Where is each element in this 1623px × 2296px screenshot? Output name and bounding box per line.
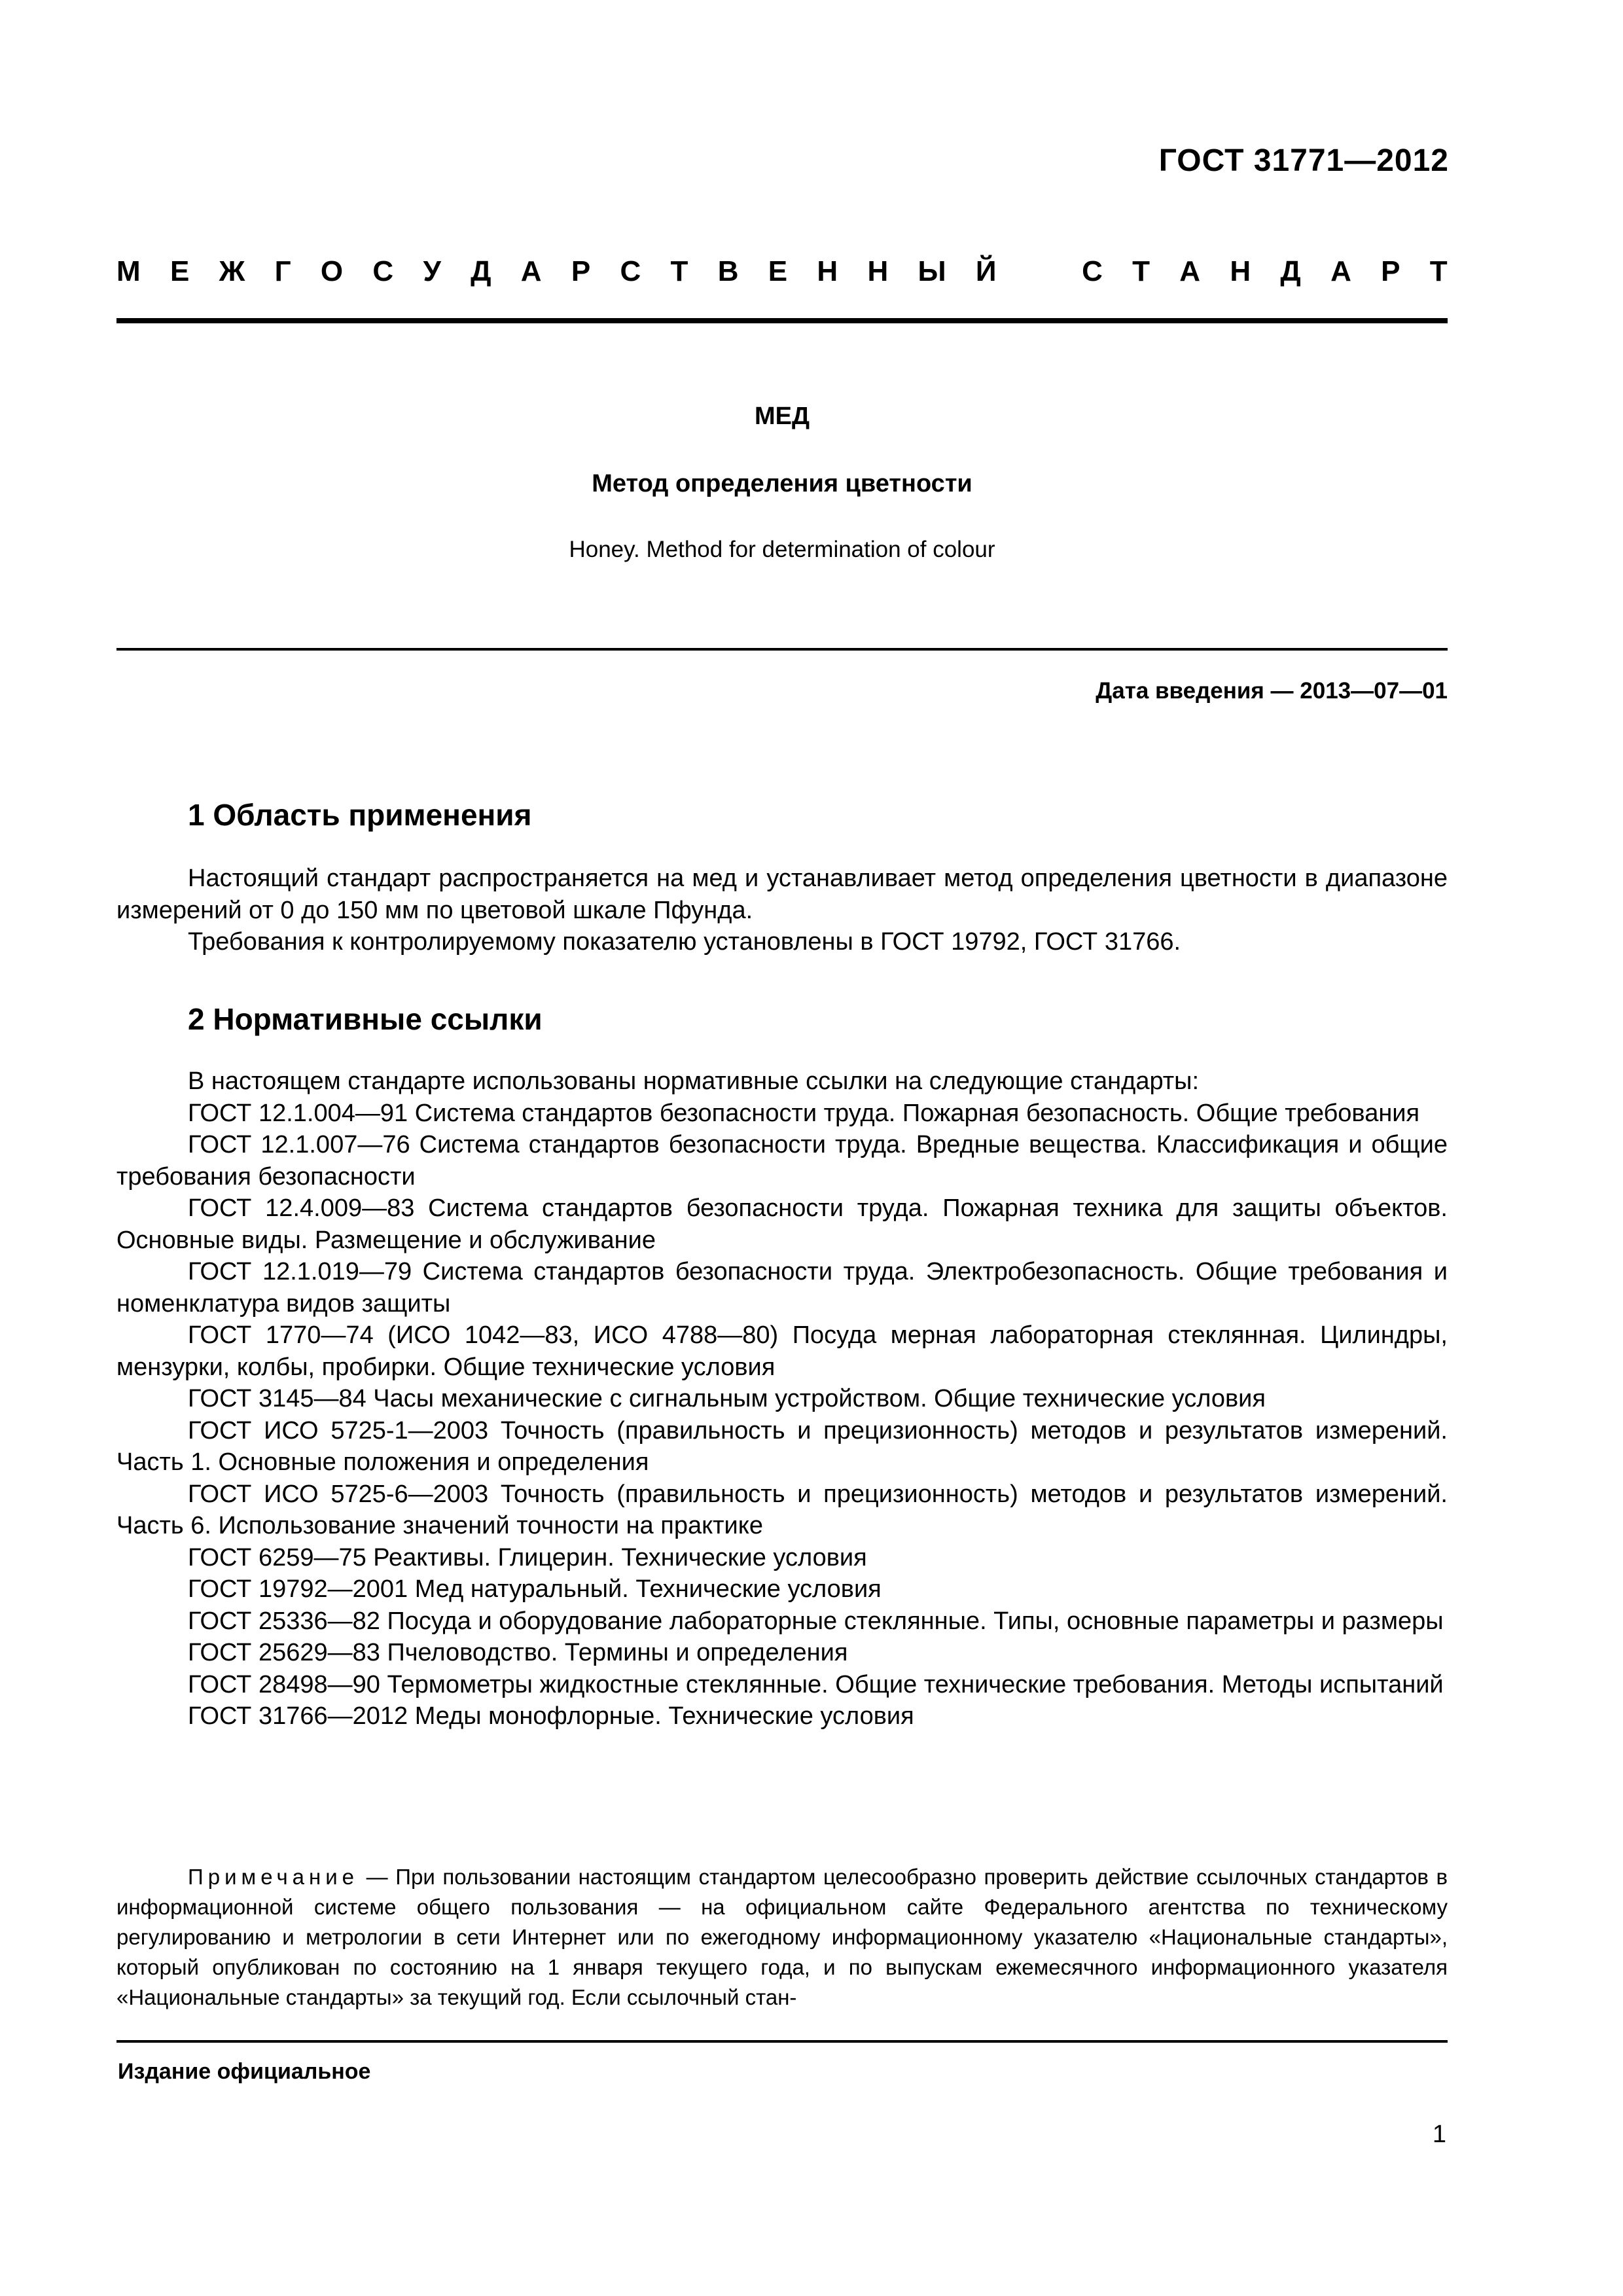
edition-label: Издание официальное	[118, 2059, 371, 2084]
footer-rule	[116, 2040, 1448, 2043]
heading-letter: С	[1082, 255, 1103, 287]
reference-item: ГОСТ 12.1.007—76 Система стандартов безопасности труда. Вредные вещества. Классификация и общие требования безопасности	[116, 1131, 1448, 1191]
note-text: — При пользовании настоящим стандартом целесообразно проверить действие ссылочных стандартов в информационной системе общего пользования — на официальном сайте Федерального агентства по техническому регулированию и метрологии в сети Интернет или по ежегодному информационному указателю «Национальные стандарты», который опубликован по состоянию на 1 января текущего года, и по выпускам ежемесячного информационного указателя «Национальные стандарты» за текущий год. Если ссылочный стан-	[116, 1865, 1448, 2009]
note-label: Примечание	[188, 1865, 359, 1889]
paragraph: Требования к контролируемому показателю установлены в ГОСТ 19792, ГОСТ 31766.	[188, 928, 1181, 956]
reference-item: ГОСТ 12.4.009—83 Система стандартов безопасности труда. Пожарная техника для защиты объектов. Основные виды. Размещение и обслуживание	[116, 1194, 1448, 1254]
heading-letter: Г	[274, 255, 291, 287]
title-rule	[116, 648, 1448, 651]
heading-letter: Д	[471, 255, 491, 287]
standard-type-heading	[116, 255, 1448, 288]
section-2-body	[116, 1066, 1448, 1732]
heading-letter: Т	[1132, 255, 1150, 287]
document-title: МЕД	[754, 403, 810, 430]
section-1-body	[116, 863, 1448, 958]
reference-item: ГОСТ 25629—83 Пчеловодство. Термины и определения	[188, 1639, 848, 1666]
page-number: 1	[1432, 2121, 1446, 2148]
heading-letter: Н	[817, 255, 838, 287]
heading-letter: Н	[867, 255, 889, 287]
document-number: ГОСТ 31771—2012	[1158, 143, 1449, 178]
reference-item: ГОСТ ИСО 5725-6—2003 Точность (правильность и прецизионность) методов и результатов измерений. Часть 6. Использование значений точности на практике	[116, 1480, 1448, 1539]
heading-letter: С	[372, 255, 394, 287]
heading-letter: В	[717, 255, 739, 287]
heading-letter	[1026, 255, 1052, 288]
heading-letter: Р	[571, 255, 591, 287]
section-2-heading: 2 Нормативные ссылки	[188, 1002, 543, 1036]
heading-letter: А	[520, 255, 542, 287]
reference-item: ГОСТ 12.1.004—91 Система стандартов безопасности труда. Пожарная безопасность. Общие требования	[188, 1099, 1420, 1127]
heading-letter: С	[620, 255, 641, 287]
note-paragraph	[116, 1862, 1448, 2013]
reference-item: ГОСТ 1770—74 (ИСО 1042—83, ИСО 4788—80) Посуда мерная лабораторная стеклянная. Цилиндры, мензурки, колбы, пробирки. Общие технические условия	[116, 1321, 1448, 1381]
heading-letter: Р	[1381, 255, 1400, 287]
header-rule	[116, 318, 1448, 323]
heading-letter: Д	[1280, 255, 1301, 287]
reference-item: ГОСТ 31766—2012 Меды монофлорные. Технические условия	[188, 1702, 914, 1730]
reference-item: ГОСТ 12.1.019—79 Система стандартов безопасности труда. Электробезопасность. Общие требования и номенклатура видов защиты	[116, 1258, 1448, 1318]
document-title-english: Honey. Method for determination of colour	[569, 537, 995, 562]
reference-item: ГОСТ 6259—75 Реактивы. Глицерин. Технические условия	[188, 1543, 867, 1571]
heading-letter: У	[423, 255, 441, 287]
heading-letter: Ы	[918, 255, 946, 287]
heading-letter: Й	[975, 255, 997, 287]
heading-letter: О	[320, 255, 344, 287]
heading-letter: Н	[1230, 255, 1251, 287]
heading-letter: Т	[1429, 255, 1448, 287]
reference-item: ГОСТ 3145—84 Часы механические с сигнальным устройством. Общие технические условия	[188, 1385, 1266, 1412]
heading-letter: Е	[169, 255, 190, 287]
paragraph: В настоящем стандарте использованы нормативные ссылки на следующие стандарты:	[188, 1067, 1200, 1095]
heading-letter: А	[1330, 255, 1351, 287]
document-subtitle: Метод определения цветности	[592, 470, 972, 497]
introduction-date: Дата введения — 2013—07—01	[1096, 678, 1448, 704]
heading-letter: Т	[670, 255, 688, 287]
section-1-heading: 1 Область применения	[188, 798, 532, 832]
heading-letter: А	[1179, 255, 1201, 287]
heading-letter: Е	[768, 255, 788, 287]
heading-letter: Ж	[219, 255, 245, 287]
note-block	[116, 1862, 1448, 2013]
paragraph: Настоящий стандарт распространяется на мед и устанавливает метод определения цветности в диапазоне измерений от 0 до 150 мм по цветовой шкале Пфунда.	[116, 865, 1448, 924]
reference-item: ГОСТ 19792—2001 Мед натуральный. Технические условия	[188, 1575, 882, 1603]
reference-item: ГОСТ 25336—82 Посуда и оборудование лабораторные стеклянные. Типы, основные параметры и размеры	[188, 1607, 1444, 1635]
reference-item: ГОСТ ИСО 5725-1—2003 Точность (правильность и прецизионность) методов и результатов измерений. Часть 1. Основные положения и определения	[116, 1416, 1448, 1476]
heading-letter: М	[116, 255, 141, 287]
reference-item: ГОСТ 28498—90 Термометры жидкостные стеклянные. Общие технические требования. Методы испытаний	[188, 1670, 1444, 1698]
